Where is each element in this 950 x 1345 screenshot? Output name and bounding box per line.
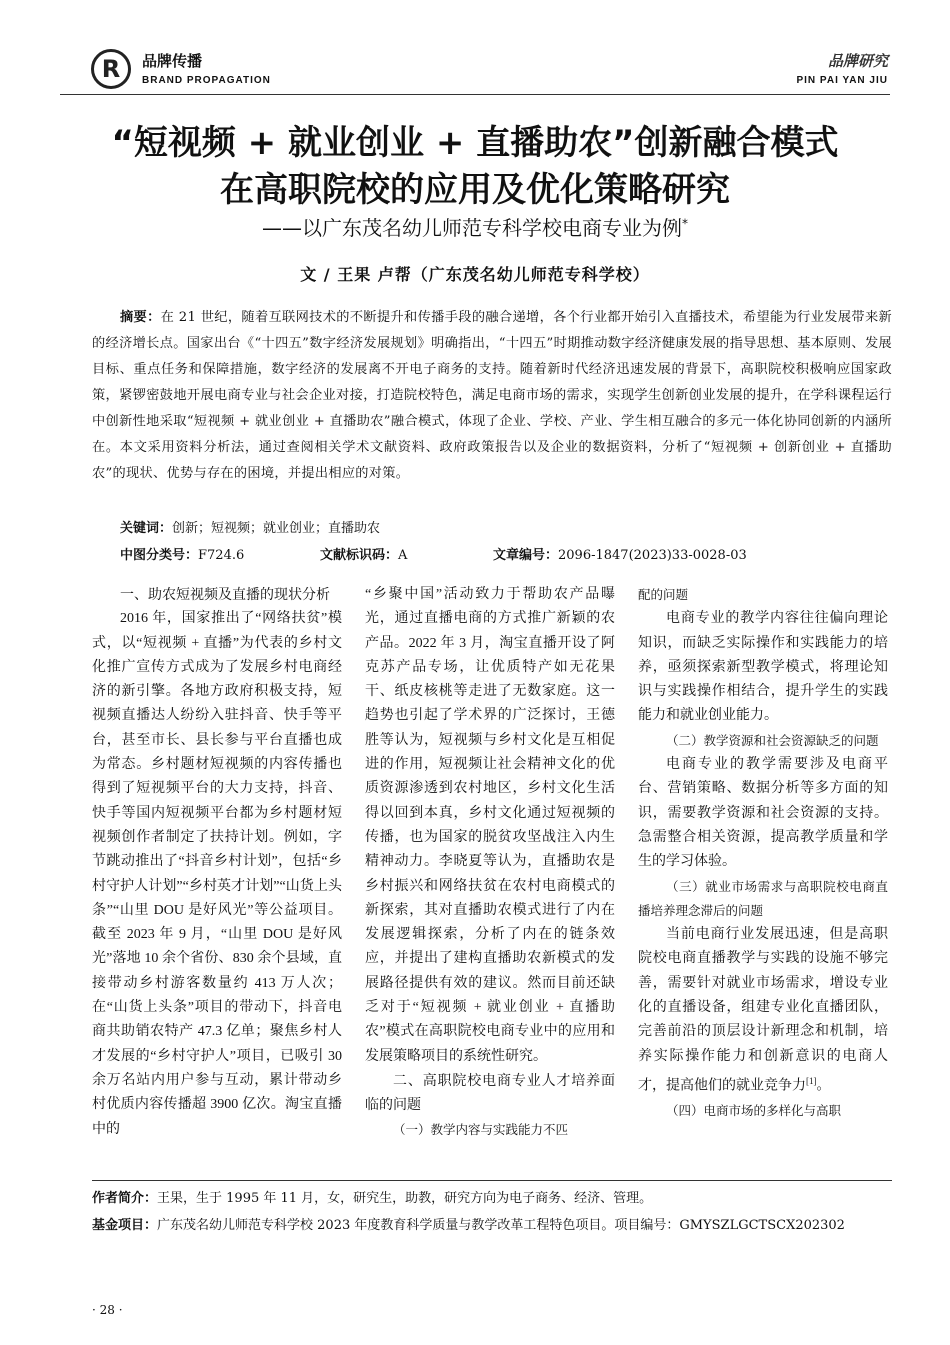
article-subtitle [40, 212, 910, 241]
article-no-item [493, 544, 747, 563]
fund-info [92, 1213, 892, 1238]
brand-name-cn: 品牌传播 [142, 52, 203, 70]
section-heading: 二、高职院校电商专业人才培养面临的问题 [365, 1072, 615, 1114]
keywords [120, 517, 380, 536]
body-paragraph: “乡聚中国”活动致力于帮助农产品曝光，通过直播电商的方式推广新颖的农产品。2022 年 3 月，淘宝直播开设了阿克苏产品专场，让优质特产如无花果干、纸皮核桃等走进了无数家庭。这一趋势也引起了学术界的广泛探讨，王德胜等认为，短视频与乡村文化是互相促进的作用，短视频让社会精神文化的优质资源渗透到农村地区，乡村文化生活得以回到本真，乡村文化通过短视频的传播，也为国家的脱贫攻坚战注入内生精神动力。李晓夏等认为，直播助农是乡村振兴和网络扶贫在农村电商模式的新探索，其对直播助农模式进行了内在发展逻辑探索，分析了内在的链条效应，并提出了建构直播助农新模式的发展路径提供有效的建议。然而目前还缺乏对于“短视频 + 就业创业 + 直播助农”模式在高职院校电商专业中的应用和发展策略项目的系统性研究。 [365, 587, 615, 1064]
citation-ref[interactable]: [1] [806, 1075, 817, 1086]
subsection-heading-cont: 配的问题 [638, 588, 689, 602]
fund-label: 基金项目： [92, 1218, 158, 1233]
header-divider [60, 94, 890, 95]
footer-divider [92, 1180, 892, 1181]
body-column-3 [638, 583, 888, 1123]
doc-code-label: 文献标识码： [320, 548, 399, 563]
body-paragraph-text: 当前电商行业发展迅速，但是高职院校电商直播教学与实践的设施不够完善，需要针对就业市场需求，增设专业化的直播设备，组建专业化直播团队，完善前沿的顶层设计新理念和机制，培养实际操作能力和创新意识的电商人才，提高他们的就业竞争力 [638, 927, 888, 1094]
brand-name-en: BRAND PROPAGATION [142, 75, 271, 86]
body-paragraph: 电商专业的教学内容往往偏向理论知识，而缺乏实际操作和实践能力的培养，亟须探索新型教学模式，将理论知识与实践操作相结合，提升学生的实践能力和就业创业能力。 [638, 611, 888, 724]
doc-code-value: A [398, 548, 408, 563]
section-heading: 一、助农短视频及直播的现状分析 [120, 587, 330, 603]
body-paragraph: 2016 年，国家推出了“网络扶贫”模式，以“短视频 + 直播”为代表的乡村文化推广宣传方式成为了发展乡村电商经济的新引擎。各地方政府积极支持，短视频直播达人纷纷入驻抖音、快手等平台，甚至市长、县长参与平台直播也成为常态。乡村题材短视频的内容传播也得到了短视频平台的大力支持，抖音、快手等国内短视频平台都为乡村题材短视频创作者制定了扶持计划。例如，字节跳动推出了“抖音乡村计划”，包括“乡村守护人计划”“乡村英才计划”“山货上头条”“山里 DOU 是好风光”等公益项目。截至 2023 年 9 月，“山里 DOU 是好风光”落地 10 余个省份、830 余个县域，直接带动乡村游客数量约 413 万人次；在“山货上头条”项目的带动下，抖音电商共助销农特产 47.3 亿单；聚焦乡村人才发展的“乡村守护人”项目，已吸引 30 余万名站内用户参与互动，累计带动乡村优质内容传播超 3900 亿次。淘宝直播中的 [92, 611, 342, 1137]
keywords-label: 关键词： [120, 521, 173, 536]
body-column-2 [365, 583, 615, 1142]
author-bio [92, 1186, 892, 1211]
article-title-line2: 在高职院校的应用及优化策略研究 [220, 170, 730, 210]
subsection-heading: （二）教学资源和社会资源缺乏的问题 [666, 733, 879, 748]
subtitle-text: ——以广东茂名幼儿师范专科学校电商专业为例 [262, 216, 682, 240]
article-no-label: 文章编号： [493, 548, 559, 563]
author-bio-text: 王果，生于 1995 年 11 月，女，研究生，助教，研究方向为电子商务、经济、管理。 [157, 1191, 653, 1206]
body-column-1 [92, 583, 342, 1142]
subsection-heading: （一）教学内容与实践能力不匹 [393, 1122, 569, 1137]
fund-text: 广东茂名幼儿师范专科学校 2023 年度教育科学质量与教学改革工程特色项目。项目编号：GMYSZLGCTSCX202302 [157, 1218, 845, 1233]
subtitle-footnote-mark: * [682, 216, 688, 231]
article-no-value: 2096-1847(2023)33-0028-03 [558, 548, 747, 563]
article-title-line1: “短视频 + 就业创业 + 直播助农”创新融合模式 [111, 123, 839, 163]
author-line: 文 / 王果 卢帮（广东茂名幼儿师范专科学校） [300, 265, 650, 284]
author-bio-label: 作者简介： [92, 1191, 158, 1206]
clc-value: F724.6 [198, 548, 245, 563]
clc-item [120, 544, 244, 563]
column-name-en: PIN PAI YAN JIU [796, 75, 888, 86]
page-number: · 28 · [92, 1303, 123, 1317]
column-name-cn: 品牌研究 [827, 52, 888, 70]
body-paragraph [638, 923, 888, 1099]
subsection-heading: （三）就业市场需求与高职院校电商直播培养理念滞后的问题 [638, 879, 888, 918]
abstract-label: 摘要： [120, 310, 161, 325]
brand-logo-icon: R [91, 49, 131, 89]
abstract-text: 在 21 世纪，随着互联网技术的不断提升和传播手段的融合递增，各个行业都开始引入直播技术，希望能为行业发展带来新的经济增长点。国家出台《“十四五”数字经济发展规划》明确指出，“十四五”时期推动数字经济健康发展的指导思想、基本原则、发展目标、重点任务和保障措施，数字经济的发展离不开电子商务的支持。随着新时代经济迅速发展的背景下，高职院校积极响应国家政策，紧锣密鼓地开展电商专业与社会企业对接，打造院校特色，满足电商市场的需求，实现学生创新创业发展的提升，在学科课程运行中创新性地采取“短视频 + 就业创业 + 直播助农”融合模式，体现了企业、学校、产业、学生相互融合的多元一体化协同创新的内涵所在。本文采用资料分析法，通过查阅相关学术文献资料、政府政策报告以及企业的数据资料，分析了“短视频 + 创新创业 + 直播助农”的现状、优势与存在的困境，并提出相应的对策。 [92, 310, 892, 481]
page-header [0, 0, 950, 100]
doc-code-item [320, 544, 407, 563]
subsection-heading: （四）电商市场的多样化与高职 [666, 1103, 842, 1118]
body-paragraph: 电商专业的教学需要涉及电商平台、营销策略、数据分析等多方面的知识，需要教学资源和社会资源的支持。急需整合相关资源，提高教学质量和学生的学习体验。 [638, 757, 888, 870]
body-paragraph-end: 。 [816, 1078, 831, 1094]
classification-row [120, 544, 900, 566]
keywords-text: 创新；短视频；就业创业；直播助农 [172, 521, 381, 536]
abstract [92, 305, 892, 487]
clc-label: 中图分类号： [120, 548, 199, 563]
